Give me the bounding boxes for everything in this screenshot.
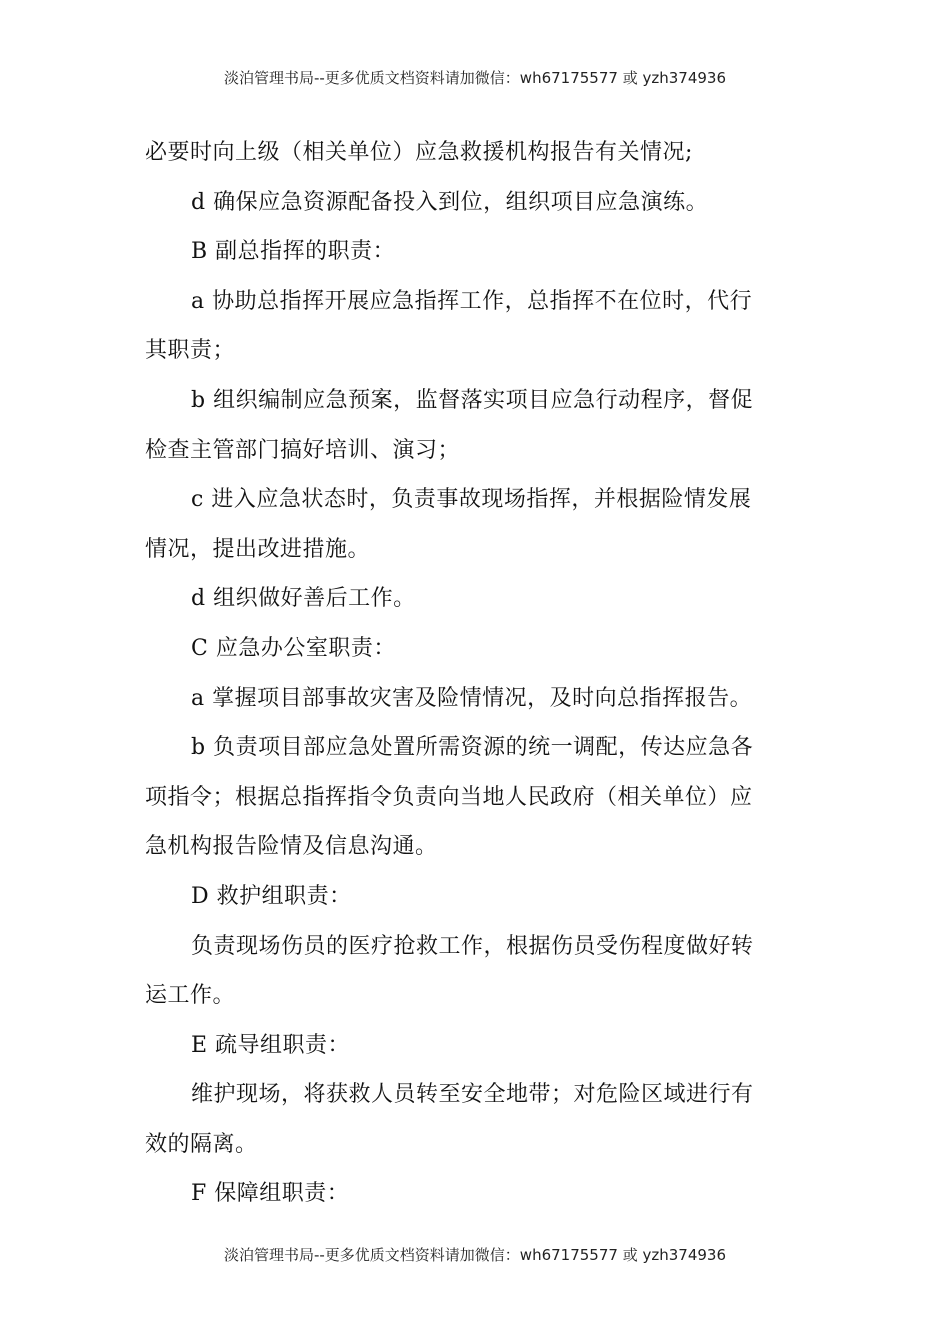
section-heading: B 副总指挥的职责： bbox=[191, 239, 396, 265]
body-line: d 确保应急资源配备投入到位，组织项目应急演练。 bbox=[191, 189, 709, 215]
body-line: c 进入应急状态时，负责事故现场指挥，并根据险情发展 bbox=[191, 487, 752, 513]
section-heading: D 救护组职责： bbox=[191, 883, 352, 909]
body-line: d 组织做好善后工作。 bbox=[191, 586, 416, 612]
body-line: 项指令；根据总指挥指令负责向当地人民政府（相关单位）应 bbox=[145, 784, 753, 810]
document-body bbox=[145, 135, 810, 1226]
body-line: 运工作。 bbox=[145, 983, 236, 1009]
body-line: 维护现场，将获救人员转至安全地带；对危险区域进行有 bbox=[191, 1082, 754, 1108]
section-heading: E 疏导组职责： bbox=[191, 1032, 351, 1058]
body-line: 检查主管部门搞好培训、演习； bbox=[145, 437, 461, 463]
page-footer: 淡泊管理书局--更多优质文档资料请加微信：wh67175577 或 yzh374936 bbox=[223, 1246, 726, 1264]
body-line: 效的隔离。 bbox=[145, 1131, 258, 1157]
body-line: b 负责项目部应急处置所需资源的统一调配，传达应急各 bbox=[191, 735, 754, 761]
body-line: 情况，提出改进措施。 bbox=[145, 536, 371, 562]
section-heading: C 应急办公室职责： bbox=[191, 635, 396, 661]
body-line: 急机构报告险情及信息沟通。 bbox=[145, 834, 438, 860]
body-line: 必要时向上级（相关单位）应急救援机构报告有关情况; bbox=[145, 140, 693, 165]
section-heading: F 保障组职责： bbox=[191, 1181, 350, 1207]
body-line: a 协助总指挥开展应急指挥工作，总指挥不在位时，代行 bbox=[191, 288, 753, 314]
body-line: b 组织编制应急预案，监督落实项目应急行动程序，督促 bbox=[191, 387, 754, 413]
body-line: 负责现场伤员的医疗抢救工作，根据伤员受伤程度做好转 bbox=[191, 933, 754, 959]
page-header: 淡泊管理书局--更多优质文档资料请加微信：wh67175577 或 yzh374936 bbox=[223, 69, 726, 87]
body-line: a 掌握项目部事故灾害及险情情况，及时向总指挥报告。 bbox=[191, 685, 753, 711]
body-line: 其职责； bbox=[145, 338, 236, 364]
